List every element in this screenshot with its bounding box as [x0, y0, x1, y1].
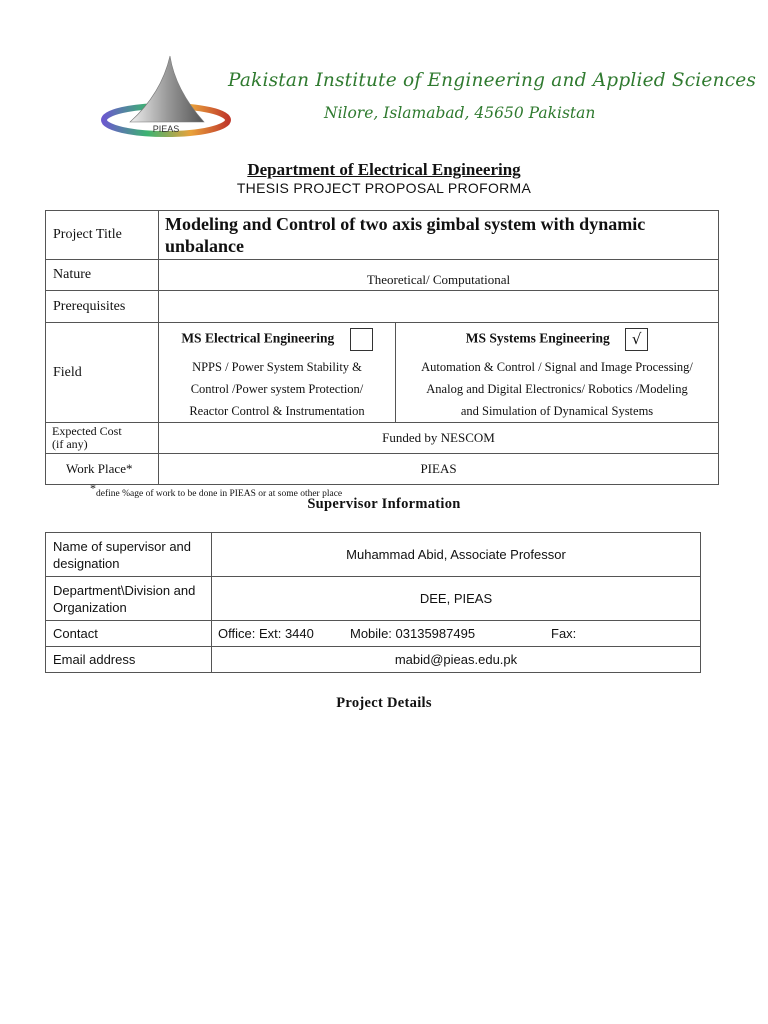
institution-name: Pakistan Institute of Engineering and Applied Sciences [228, 70, 757, 91]
supervisor-table [45, 532, 701, 673]
ms-se-heading: MS Systems Engineering [465, 330, 610, 346]
nature-value: Theoretical/ Computational [159, 260, 719, 291]
supervisor-name-value: Muhammad Abid, Associate Professor [212, 533, 701, 577]
prerequisites-label: Prerequisites [46, 291, 159, 323]
footnote-star: * [90, 481, 96, 495]
office-ext: Office: Ext: 3440 [218, 626, 314, 641]
supervisor-name-label-line-1: Name of supervisor and [53, 538, 192, 554]
ms-se-line-1: Automation & Control / Signal and Image Processing/ [421, 360, 693, 374]
department-value: DEE, PIEAS [212, 577, 701, 621]
expected-cost-value: Funded by NESCOM [159, 423, 719, 454]
table-row [46, 621, 701, 647]
table-row [46, 323, 719, 423]
email-value[interactable]: mabid@pieas.edu.pk [212, 647, 701, 673]
field-label: Field [46, 323, 159, 423]
work-place-value: PIEAS [159, 454, 719, 485]
expected-cost-label-line-2: (if any) [52, 437, 88, 451]
table-row [46, 211, 719, 260]
ms-ee-cell [159, 323, 396, 423]
contact-value [212, 621, 701, 647]
pieas-logo [100, 52, 234, 144]
expected-cost-label-line-1: Expected Cost [52, 424, 122, 438]
institution-address: Nilore, Islamabad, 45650 Pakistan [324, 104, 596, 122]
supervisor-name-label-line-2: designation [53, 555, 120, 571]
department-label [46, 577, 212, 621]
table-row [46, 423, 719, 454]
footnote-text: define %age of work to be done in PIEAS or at some other place [96, 489, 343, 500]
department-label-line-1: Department\Division and [53, 582, 196, 598]
table-row [46, 260, 719, 291]
header-banner [92, 48, 757, 148]
email-label: Email address [46, 647, 212, 673]
department-title: Department of Electrical Engineering [247, 160, 521, 179]
ms-se-checkbox[interactable]: √ [625, 328, 648, 351]
ms-ee-checkbox[interactable] [350, 328, 373, 351]
table-row [46, 454, 719, 485]
table-row [46, 533, 701, 577]
ms-se-cell [396, 323, 719, 423]
work-place-label: Work Place* [46, 454, 159, 485]
prerequisites-value [159, 291, 719, 323]
form-title: THESIS PROJECT PROPOSAL PROFORMA [236, 180, 532, 196]
project-details-heading: Project Details [336, 695, 432, 711]
supervisor-heading: Supervisor Information [307, 496, 461, 512]
ms-ee-line-1: NPPS / Power System Stability & [192, 360, 362, 374]
ms-ee-line-2: Control /Power system Protection/ [190, 382, 364, 396]
supervisor-name-label [46, 533, 212, 577]
project-title-value: Modeling and Control of two axis gimbal system with dynamic unbalance [159, 211, 719, 260]
ms-se-line-3: and Simulation of Dynamical Systems [460, 404, 654, 418]
fax-number: Fax: [551, 626, 577, 641]
nature-label: Nature [46, 260, 159, 291]
project-title-label: Project Title [46, 211, 159, 260]
proposal-table [45, 210, 719, 485]
contact-label: Contact [46, 621, 212, 647]
table-row [46, 291, 719, 323]
expected-cost-label [46, 423, 159, 454]
ms-se-line-2: Analog and Digital Electronics/ Robotics /Modeling [426, 382, 688, 396]
ms-ee-line-3: Reactor Control & Instrumentation [189, 404, 365, 418]
svg-text:PIEAS: PIEAS [152, 124, 180, 134]
mobile-number: Mobile: 03135987495 [350, 626, 476, 641]
ms-ee-heading: MS Electrical Engineering [181, 330, 335, 346]
table-row [46, 647, 701, 673]
table-row [46, 577, 701, 621]
department-label-line-2: Organization [53, 599, 127, 615]
